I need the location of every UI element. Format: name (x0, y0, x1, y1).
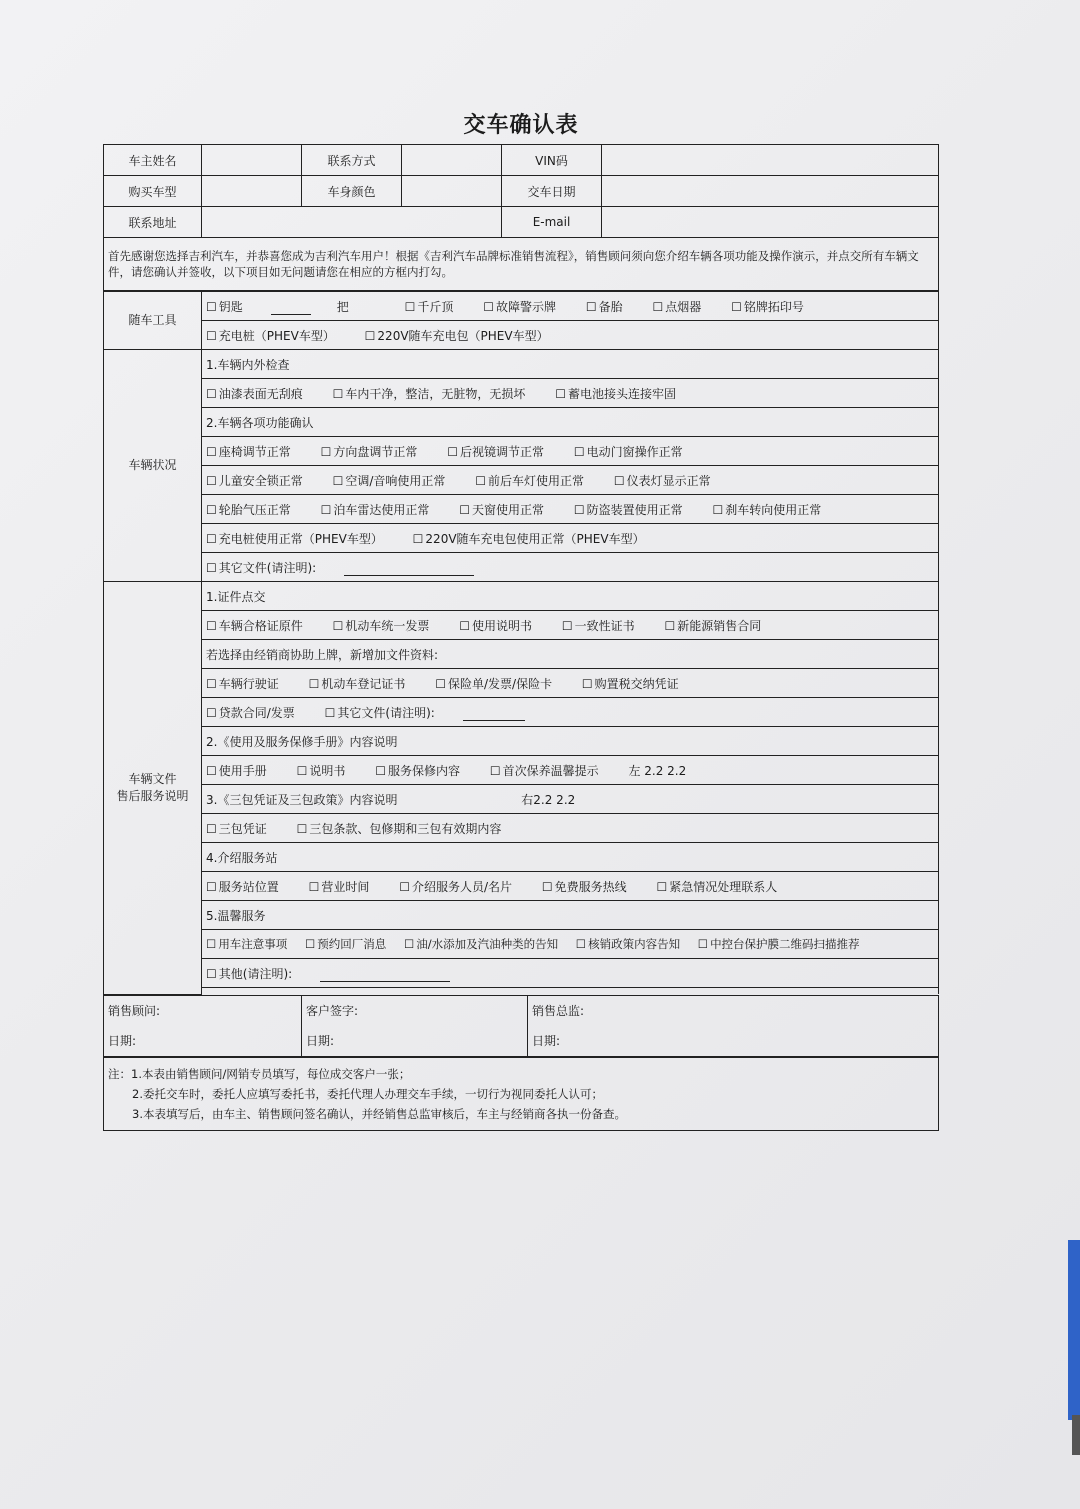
manual-row (202, 756, 939, 785)
model-label: 购买车型 (104, 176, 202, 207)
checkbox-battery[interactable]: ☐ 蓄电池接头连接牢固 (555, 385, 676, 402)
contact-label: 联系方式 (302, 145, 402, 176)
checkbox-charging-bag-ok[interactable]: ☐ 220V随车充电包使用正常（PHEV车型） (413, 530, 645, 547)
checkbox-other[interactable]: ☐ 其他(请注明): (206, 965, 476, 982)
address-label: 联系地址 (104, 207, 202, 238)
form-title: 交车确认表 (463, 113, 579, 138)
func-row-1 (202, 437, 939, 466)
checkbox-fluids[interactable]: ☐ 油/水添加及汽油种类的告知 (404, 936, 558, 952)
section-heading: 1.证件点交 (202, 582, 939, 611)
color-field[interactable] (402, 176, 502, 207)
docs-row-1 (202, 611, 939, 640)
checkbox-policy[interactable]: ☐ 核销政策内容告知 (576, 936, 680, 952)
checkbox-emergency-contact[interactable]: ☐ 紧急情况处理联系人 (656, 878, 777, 895)
customer-info-table (103, 144, 939, 291)
handwritten-note-left: 左 2.2 2.2 (628, 763, 687, 778)
checkbox-appointment[interactable]: ☐ 预约回厂消息 (305, 936, 386, 952)
checkbox-invoice[interactable]: ☐ 机动车统一发票 (333, 617, 430, 634)
checkbox-anti-theft[interactable]: ☐ 防盗装置使用正常 (574, 501, 683, 518)
checkbox-warning-triangle[interactable]: ☐ 故障警示牌 (483, 298, 556, 315)
vehicle-status-label: 车辆状况 (104, 350, 202, 582)
checkbox-station-location[interactable]: ☐ 服务站位置 (206, 878, 279, 895)
note-3: 3.本表填写后，由车主、销售顾问签名确认，并经销售总监审核后，车主与经销商各执一份备查。 (132, 1106, 626, 1121)
owner-name-field[interactable] (202, 145, 302, 176)
checkbox-insurance[interactable]: ☐ 保险单/发票/保险卡 (435, 675, 552, 692)
checkbox-nameplate-rubbing[interactable]: ☐ 铭牌拓印号 (731, 298, 804, 315)
section-heading: 2.《使用及服务保修手册》内容说明 (202, 727, 939, 756)
director-label: 销售总监: (528, 995, 939, 1026)
delivery-date-label: 交车日期 (502, 176, 602, 207)
checkbox-manual[interactable]: ☐ 使用说明书 (459, 617, 532, 634)
checkbox-sunroof[interactable]: ☐ 天窗使用正常 (459, 501, 544, 518)
checkbox-interior-clean[interactable]: ☐ 车内干净，整洁，无脏物，无损坏 (333, 385, 526, 402)
vin-field[interactable] (602, 145, 939, 176)
advisor-date: 日期: (104, 1026, 302, 1057)
checkbox-windows[interactable]: ☐ 电动门窗操作正常 (574, 443, 683, 460)
notes-table (103, 1057, 939, 1131)
checkbox-qr-film[interactable]: ☐ 中控台保护膜二维码扫描推荐 (698, 936, 860, 952)
checkbox-child-lock[interactable]: ☐ 儿童安全锁正常 (206, 472, 303, 489)
checkbox-dashboard[interactable]: ☐ 仪表灯显示正常 (614, 472, 711, 489)
tools-row-1 (202, 292, 939, 321)
checkbox-hotline[interactable]: ☐ 免费服务热线 (542, 878, 627, 895)
checkbox-other-files[interactable]: ☐ 其它文件(请注明): (325, 704, 551, 721)
func-row-2 (202, 466, 939, 495)
customer-date: 日期: (302, 1026, 528, 1057)
checkbox-tire-pressure[interactable]: ☐ 轮胎气压正常 (206, 501, 291, 518)
checkbox-service-staff[interactable]: ☐ 介绍服务人员/名片 (399, 878, 512, 895)
dealer-note: 若选择由经销商协助上牌，新增加文件资料: (202, 640, 939, 669)
checkbox-mirror[interactable]: ☐ 后视镜调节正常 (447, 443, 544, 460)
tools-row-2 (202, 321, 939, 350)
handwritten-note-right: 右2.2 2.2 (521, 792, 576, 807)
checkbox-loan[interactable]: ☐ 贷款合同/发票 (206, 704, 295, 721)
other-row (202, 553, 939, 582)
check-row-1 (202, 379, 939, 408)
background-edge (1068, 1240, 1080, 1420)
checkbox-other-docs[interactable]: ☐ 其它文件(请注明): (206, 559, 500, 576)
checkbox-conformity[interactable]: ☐ 一致性证书 (562, 617, 635, 634)
checkbox-registration[interactable]: ☐ 机动车登记证书 (309, 675, 406, 692)
director-date: 日期: (528, 1026, 939, 1057)
tools-label: 随车工具 (104, 292, 202, 350)
care-row (202, 930, 939, 959)
model-field[interactable] (202, 176, 302, 207)
checkbox-jack[interactable]: ☐ 千斤顶 (405, 298, 454, 315)
checkbox-nev-contract[interactable]: ☐ 新能源销售合同 (664, 617, 761, 634)
email-field[interactable] (602, 207, 939, 238)
advisor-label: 销售顾问: (104, 995, 302, 1026)
func-row-3 (202, 495, 939, 524)
warranty-row (202, 814, 939, 843)
checklist-table (103, 291, 939, 995)
checkbox-certificate[interactable]: ☐ 车辆合格证原件 (206, 617, 303, 634)
note-1: 注：1.本表由销售顾问/网销专员填写，每位成交客户一张； (108, 1066, 411, 1081)
color-label: 车身颜色 (302, 176, 402, 207)
checkbox-paint[interactable]: ☐ 油漆表面无刮痕 (206, 385, 303, 402)
checkbox-parking-radar[interactable]: ☐ 泊车雷达使用正常 (321, 501, 430, 518)
checkbox-user-manual[interactable]: ☐ 使用手册 (206, 762, 267, 779)
address-field[interactable] (202, 207, 502, 238)
delivery-date-field[interactable] (602, 176, 939, 207)
checkbox-warranty-cert[interactable]: ☐ 三包凭证 (206, 820, 267, 837)
checkbox-lighter[interactable]: ☐ 点烟器 (652, 298, 701, 315)
documents-label: 车辆文件 售后服务说明 (104, 582, 202, 995)
func-row-4 (202, 524, 939, 553)
section-heading: 1.车辆内外检查 (202, 350, 939, 379)
signature-table (103, 995, 939, 1057)
checkbox-first-service[interactable]: ☐ 首次保养温馨提示 左 2.2 2.2 (490, 762, 712, 779)
docs-row-3 (202, 698, 939, 727)
checkbox-ac-audio[interactable]: ☐ 空调/音响使用正常 (333, 472, 446, 489)
checkbox-charging-bag[interactable]: ☐ 220V随车充电包（PHEV车型） (365, 327, 549, 344)
background-edge-dark (1072, 1415, 1080, 1455)
checkbox-warranty-content[interactable]: ☐ 服务保修内容 (375, 762, 460, 779)
intro-text: 首先感谢您选择吉利汽车，并恭喜您成为吉利汽车用户！根据《吉利汽车品牌标准销售流程》，销售顾问须向您介绍车辆各项功能及操作演示，并点交所有车辆文件，请您确认并签收，以下项目如无问题请您在相应的方框内打勾。 (104, 238, 939, 291)
checkbox-spare-tire[interactable]: ☐ 备胎 (586, 298, 623, 315)
notes-block (104, 1057, 939, 1130)
note-2: 2.委托交车时，委托人应填写委托书，委托代理人办理交车手续，一切行为视同委托人认可； (132, 1086, 603, 1101)
checkbox-seat[interactable]: ☐ 座椅调节正常 (206, 443, 291, 460)
checkbox-business-hours[interactable]: ☐ 营业时间 (309, 878, 370, 895)
vin-label: VIN码 (502, 145, 602, 176)
checkbox-charging-pile-ok[interactable]: ☐ 充电桩使用正常（PHEV车型） (206, 530, 383, 547)
checkbox-lights[interactable]: ☐ 前后车灯使用正常 (475, 472, 584, 489)
section-heading: 5.温馨服务 (202, 901, 939, 930)
customer-signature-label: 客户签字: (302, 995, 528, 1026)
checkbox-license[interactable]: ☐ 车辆行驶证 (206, 675, 279, 692)
docs-row-2 (202, 669, 939, 698)
delivery-confirmation-form (103, 108, 939, 1131)
other-row-2 (202, 959, 939, 988)
email-label: E-mail (502, 207, 602, 238)
checkbox-purchase-tax[interactable]: ☐ 购置税交纳凭证 (582, 675, 679, 692)
section-heading: 2.车辆各项功能确认 (202, 408, 939, 437)
checkbox-warranty-terms[interactable]: ☐ 三包条款、包修期和三包有效期内容 (297, 820, 502, 837)
station-row (202, 872, 939, 901)
checkbox-charging-pile[interactable]: ☐ 充电桩（PHEV车型） (206, 327, 335, 344)
checkbox-usage-notes[interactable]: ☐ 用车注意事项 (206, 936, 287, 952)
contact-field[interactable] (402, 145, 502, 176)
section-heading: 4.介绍服务站 (202, 843, 939, 872)
section-heading: 3.《三包凭证及三包政策》内容说明 右2.2 2.2 (202, 785, 939, 814)
checkbox-steering[interactable]: ☐ 方向盘调节正常 (321, 443, 418, 460)
checkbox-key[interactable]: ☐ 钥匙 把 (206, 298, 375, 315)
checkbox-instructions[interactable]: ☐ 说明书 (297, 762, 346, 779)
checkbox-brake-steer[interactable]: ☐ 刹车转向使用正常 (712, 501, 821, 518)
owner-name-label: 车主姓名 (104, 145, 202, 176)
